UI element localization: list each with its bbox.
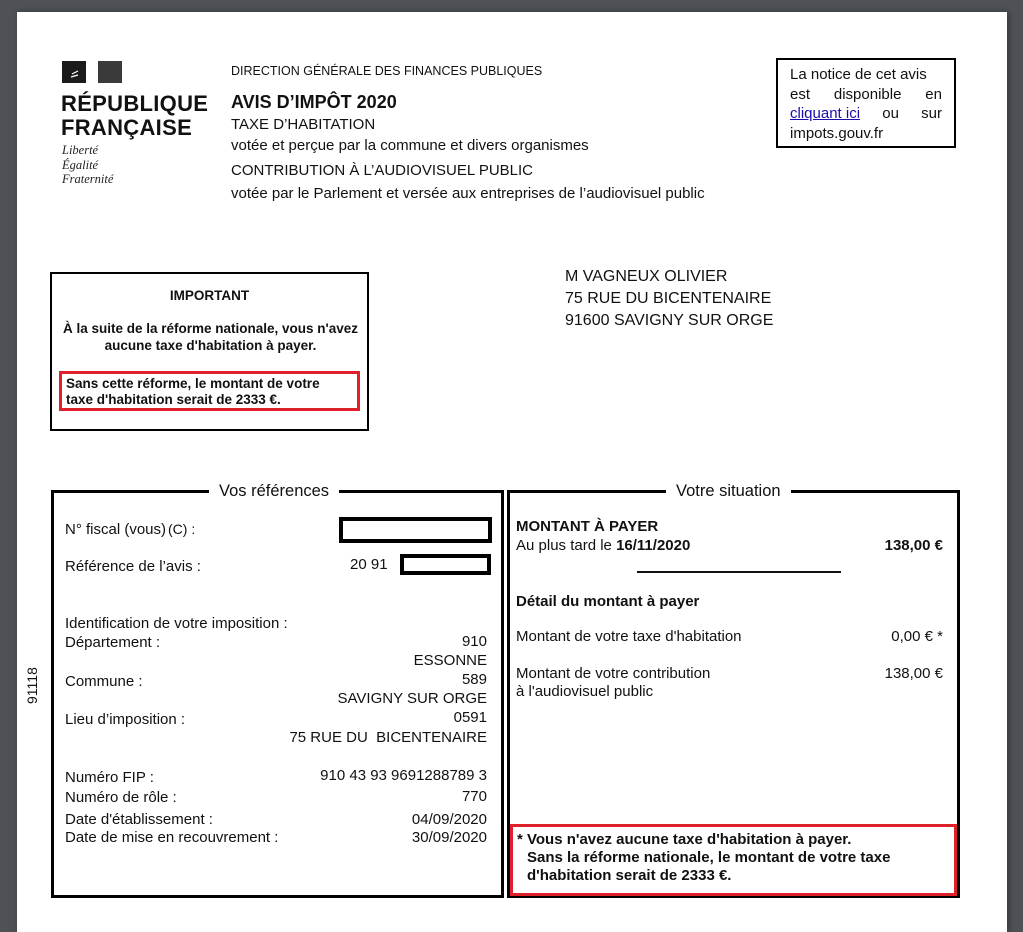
notice-line-1: La notice de cet avis — [790, 66, 927, 83]
departement-code: 910 — [461, 633, 487, 650]
separator-line — [637, 571, 841, 573]
th-value: 0,00 € * — [891, 628, 943, 645]
notice-word: sur — [921, 105, 942, 122]
motto-fraternite: Fraternité — [62, 172, 114, 186]
deadline — [516, 536, 690, 555]
republique-francaise-wordmark — [61, 92, 208, 140]
deadline-date: 16/11/2020 — [616, 537, 691, 554]
motto-liberte: Liberté — [62, 143, 99, 157]
important-highlight — [59, 371, 360, 411]
notice-line-3 — [790, 104, 942, 124]
recipient-address — [565, 266, 773, 332]
notice-word: en — [925, 85, 942, 103]
th-label: Montant de votre taxe d'habitation — [516, 628, 742, 645]
lieu-address: 75 RUE DU BICENTENAIRE — [289, 729, 487, 746]
amount-heading: MONTANT À PAYER — [516, 518, 659, 535]
detail-heading: Détail du montant à payer — [516, 593, 700, 610]
commune-name: SAVIGNY SUR ORGE — [337, 690, 487, 707]
marianne-flag-icon — [62, 61, 122, 83]
important-title: IMPORTANT — [169, 288, 250, 303]
lieu-label: Lieu d’imposition : — [65, 711, 186, 728]
commune-code: 589 — [461, 671, 487, 688]
etablissement-value: 04/09/2020 — [411, 811, 487, 828]
notice-word: disponible — [833, 85, 902, 103]
deadline-prefix: Au plus tard le — [516, 537, 617, 554]
fiscal-label-suffix: (C) : — [168, 521, 196, 537]
notice-info-box — [776, 58, 956, 148]
fiscal-number-label — [65, 520, 195, 539]
recipient-city: 91600 SAVIGNY SUR ORGE — [565, 312, 774, 329]
footnote-line-3: d'habitation serait de 2333 €. — [527, 867, 732, 884]
contribution-name: CONTRIBUTION À L’AUDIOVISUEL PUBLIC — [231, 162, 534, 179]
cap-label-line-1: Montant de votre contribution — [516, 665, 711, 682]
cap-label-line-2: à l'audiovisuel public — [516, 683, 654, 700]
important-box — [50, 272, 369, 431]
redacted-fiscal-number — [339, 517, 492, 543]
notice-line-4: impots.gouv.fr — [790, 124, 884, 142]
situation-footnote — [510, 824, 957, 896]
contribution-description: votée par le Parlement et versée aux entreprises de l’audiovisuel public — [231, 185, 705, 202]
reference-prefix: 20 91 — [350, 556, 388, 573]
reference-label: Référence de l’avis : — [65, 558, 201, 575]
total-amount: 138,00 € — [884, 537, 943, 554]
motto — [62, 143, 113, 187]
recouvrement-value: 30/09/2020 — [411, 829, 487, 846]
issuer-direction: DIRECTION GÉNÉRALE DES FINANCES PUBLIQUES — [231, 64, 543, 78]
cap-value: 138,00 € — [884, 665, 943, 682]
tax-name: TAXE D’HABITATION — [231, 116, 376, 133]
role-value: 770 — [461, 788, 487, 805]
departement-name: ESSONNE — [413, 652, 487, 669]
references-title: Vos références — [209, 480, 339, 502]
tax-notice-page — [17, 12, 1007, 932]
recipient-street: 75 RUE DU BICENTENAIRE — [565, 290, 772, 307]
role-label: Numéro de rôle : — [65, 789, 177, 806]
fiscal-label-text: N° fiscal (vous) — [65, 521, 167, 538]
identification-label: Identification de votre imposition : — [65, 615, 288, 632]
highlight-line-1: Sans cette réforme, le montant de votre — [66, 376, 320, 391]
important-message: À la suite de la réforme nationale, vous n'avez aucune taxe d'habitation à payer. — [62, 321, 359, 353]
side-code: 91118 — [24, 667, 40, 704]
tax-description: votée et perçue par la commune et divers organismes — [231, 137, 589, 154]
highlight-line-2: taxe d'habitation serait de 2333 €. — [66, 392, 281, 407]
recipient-name: M VAGNEUX OLIVIER — [565, 268, 728, 285]
motto-egalite: Égalité — [62, 157, 99, 172]
notice-word: ou — [882, 105, 899, 122]
footnote-line-2: Sans la réforme nationale, le montant de votre taxe — [527, 849, 891, 866]
situation-title: Votre situation — [666, 480, 791, 502]
notice-link[interactable]: cliquant ici — [790, 105, 861, 122]
wordmark-line-2: FRANÇAISE — [61, 115, 193, 140]
document-title: AVIS D’IMPÔT 2020 — [231, 92, 397, 112]
notice-line-2 — [790, 85, 942, 105]
fip-value: 910 43 93 9691288789 3 — [320, 767, 487, 784]
departement-label: Département : — [65, 634, 161, 651]
wordmark-line-1: RÉPUBLIQUE — [61, 91, 209, 116]
lieu-code: 0591 — [453, 709, 487, 726]
etablissement-label: Date d'établissement : — [65, 811, 213, 828]
commune-label: Commune : — [65, 673, 143, 690]
redacted-reference-number — [400, 554, 491, 575]
fip-label: Numéro FIP : — [65, 769, 154, 786]
footnote-line-1: * Vous n'avez aucune taxe d'habitation à payer. — [517, 831, 852, 848]
references-panel — [51, 482, 504, 898]
recouvrement-label: Date de mise en recouvrement : — [65, 829, 279, 846]
notice-word: est — [790, 85, 811, 103]
